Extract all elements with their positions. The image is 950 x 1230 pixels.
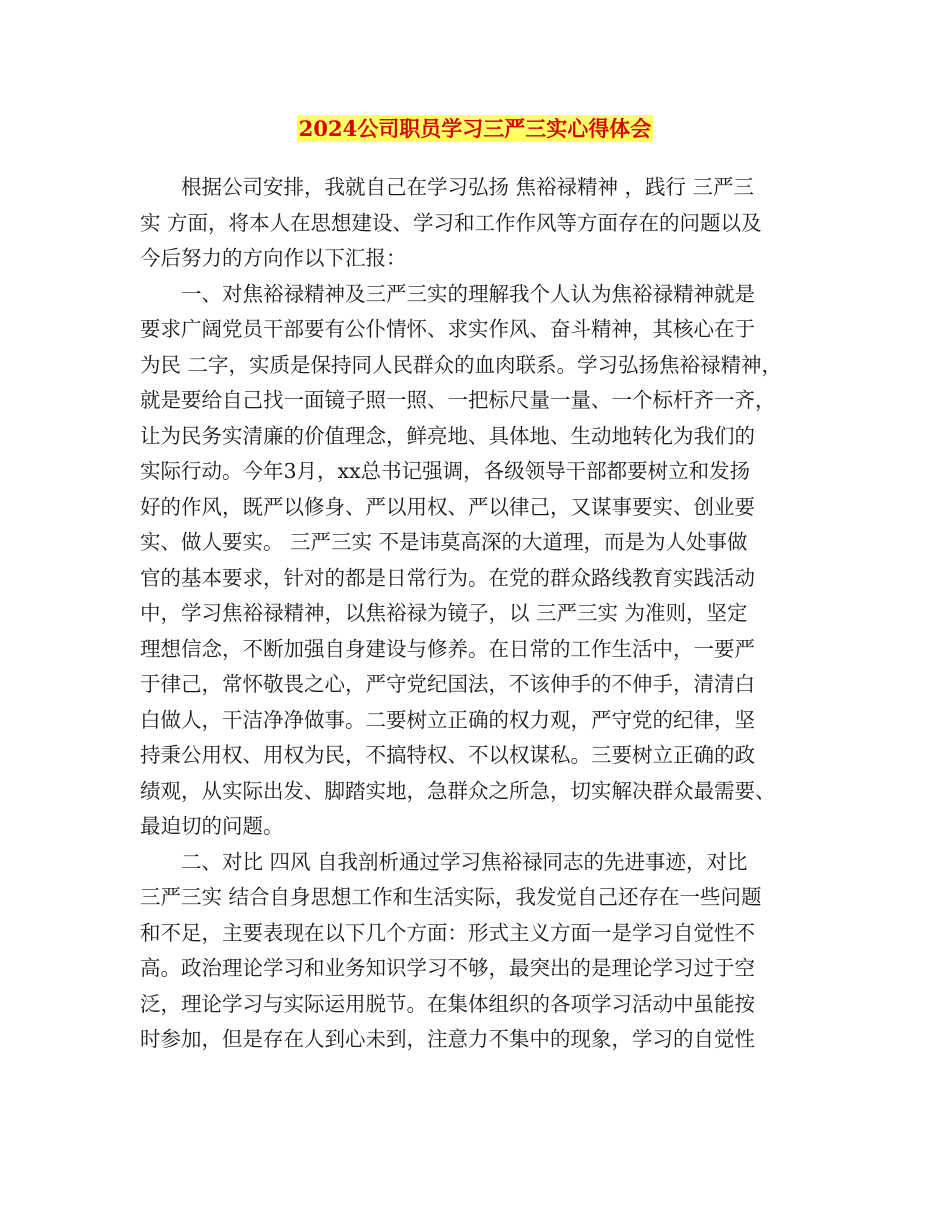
paragraph-2-line-14: 持秉公用权、用权为民，不搞特权、不以权谋私。三要树立正确的政: [140, 743, 755, 767]
paragraph-2-line-15: 绩观，从实际出发、脚踏实地，急群众之所急，切实解决群众最需要、: [140, 778, 776, 803]
document-body: [140, 170, 820, 1058]
paragraph-3-line-2: 三严三实 结合自身思想工作和生活实际，我发觉自己还存在一些问题: [140, 885, 762, 909]
paragraph-1-line-1: 根据公司安排，我就自己在学习弘扬 焦裕禄精神 ，践行 三严三: [181, 175, 755, 199]
paragraph-2-line-1: 一、对焦裕禄精神及三严三实的理解我个人认为焦裕禄精神就是: [181, 281, 755, 306]
document-title: [0, 113, 950, 145]
paragraph-2-line-16: 最迫切的问题。: [140, 814, 284, 838]
paragraph-2-line-7: 好的作风，既严以修身、严以用权、严以律己，又谋事要实、创业要: [140, 494, 755, 519]
document-title-text: 2024公司职员学习三严三实心得体会: [298, 116, 652, 141]
paragraph-3-line-4: 高。政治理论学习和业务知识学习不够，最突出的是理论学习过于空: [140, 956, 755, 980]
paragraph-1-line-2: 实 方面，将本人在思想建设、学习和工作作风等方面存在的问题以及: [140, 210, 762, 235]
paragraph-2-line-6: 实际行动。今年3月，xx总书记强调，各级领导干部都要树立和发扬: [140, 459, 751, 483]
paragraph-2-line-9: 官的基本要求，针对的都是日常行为。在党的群众路线教育实践活动: [140, 565, 755, 590]
paragraph-3-line-1: 二、对比 四风 自我剖析通过学习焦裕禄同志的先进事迹，对比: [181, 849, 748, 874]
paragraph-2-line-4: 就是要给自己找一面镜子照一照、一把标尺量一量、一个标杆齐一齐，: [140, 388, 776, 412]
paragraph-2-line-10: 中，学习焦裕禄精神，以焦裕禄为镜子，以 三严三实 为准则，坚定: [140, 601, 748, 625]
paragraph-2-line-11: 理想信念，不断加强自身建设与修养。在日常的工作生活中，一要严: [140, 636, 755, 661]
paragraph-2-line-13: 白做人，干洁净净做事。二要树立正确的权力观，严守党的纪律，坚: [140, 707, 755, 732]
paragraph-2-line-12: 于律己，常怀敬畏之心，严守党纪国法，不该伸手的不伸手，清清白: [140, 672, 755, 696]
paragraph-3-line-6: 时参加，但是存在人到心未到，注意力不集中的现象，学习的自觉性: [140, 1027, 755, 1051]
paragraph-2-line-8: 实、做人要实。 三严三实 不是讳莫高深的大道理，而是为人处事做: [140, 530, 748, 554]
paragraph-2-line-2: 要求广阔党员干部要有公仆情怀、求实作风、奋斗精神，其核心在于: [140, 317, 755, 341]
paragraph-3-line-3: 和不足，主要表现在以下几个方面：形式主义方面一是学习自觉性不: [140, 920, 755, 945]
paragraph-1-line-3: 今后努力的方向作以下汇报：: [140, 246, 407, 270]
paragraph-3-line-5: 泛，理论学习与实际运用脱节。在集体组织的各项学习活动中虽能按: [140, 991, 755, 1016]
paragraph-2-line-5: 让为民务实清廉的价值理念，鲜亮地、具体地、生动地转化为我们的: [140, 423, 755, 448]
paragraph-2-line-3: 为民 二字，实质是保持同人民群众的血肉联系。学习弘扬焦裕禄精神，: [140, 352, 783, 377]
